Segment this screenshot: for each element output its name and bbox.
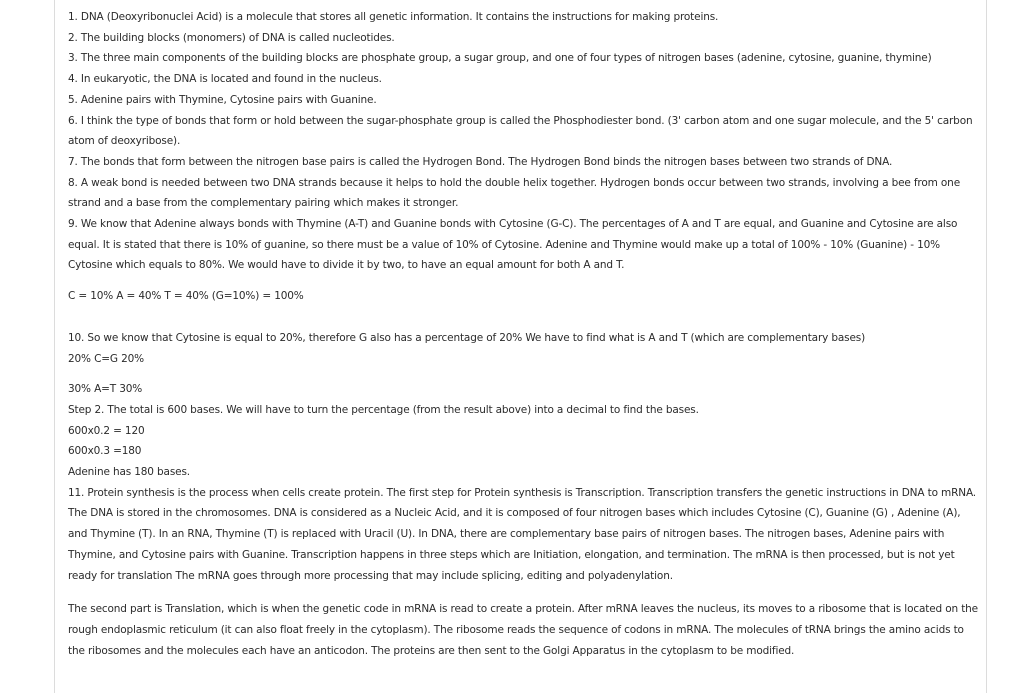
answer-1: 1. DNA (Deoxyribonuclei Acid) is a molecule that stores all genetic information. It contains the instructions for making proteins. xyxy=(68,11,719,23)
answer-10-step2: Step 2. The total is 600 bases. We will have to turn the percentage (from the result above) into a decimal to find the bases. xyxy=(68,403,699,416)
answer-11-part2: The second part is Translation, which is when the genetic code in mRNA is read to create a protein. After mRNA leaves the nucleus, its moves to a ribosome that is located on the rough endoplasmic reticulum (it can also float freely in the cytoplasm). The ribosome reads the sequence of codons in mRNA. The molecules of tRNA brings the amino acids to the ribosomes and the molecules each have an anticodon. The proteins are then sent to the Golgi Apparatus in the cytoplasm to be modified. xyxy=(68,603,978,657)
answer-10-result: Adenine has 180 bases. xyxy=(68,466,190,479)
answer-10-calc1: 600x0.2 = 120 xyxy=(68,424,145,437)
spacer xyxy=(68,276,978,286)
answer-7: 7. The bonds that form between the nitrogen base pairs is called the Hydrogen Bond. The Hydrogen Bond binds the nitrogen bases between two strands of DNA. xyxy=(68,155,893,168)
answer-8: 8. A weak bond is needed between two DNA strands because it helps to hold the double helix together. Hydrogen bonds occur between two strands, involving a bee from one strand and a base from the complementary pairing which makes it stronger. xyxy=(68,176,960,210)
answer-9: 9. We know that Adenine always bonds with Thymine (A-T) and Guanine bonds with Cytosine (G-C). The percentages of A and T are equal, and Guanine and Cytosine are also equal. It is stated that there is 10% of guanine, so there must be a value of 10% of Cytosine. Adenine and Thymine would make up a total of 100% - 10% (Guanine) - 10% Cytosine which equals to 80%. We would have to divide it by two, to have an equal amount for both A and T. xyxy=(68,218,958,272)
answer-5: 5. Adenine pairs with Thymine, Cytosine pairs with Guanine. xyxy=(68,93,377,106)
answer-2: 2. The building blocks (monomers) of DNA is called nucleotides. xyxy=(68,31,395,44)
answer-3: 3. The three main components of the building blocks are phosphate group, a sugar group, and one of four types of nitrogen bases (adenine, cytosine, guanine, thymine) xyxy=(68,52,932,65)
answer-4: 4. In eukaryotic, the DNA is located and found in the nucleus. xyxy=(68,73,382,86)
answer-content xyxy=(68,7,978,661)
spacer xyxy=(68,307,978,328)
spacer xyxy=(68,586,978,599)
answer-10-calc2: 600x0.3 =180 xyxy=(68,445,142,458)
spacer xyxy=(68,369,978,379)
answer-10-at: 30% A=T 30% xyxy=(68,383,143,396)
answer-10-cg: 20% C=G 20% xyxy=(68,352,144,365)
answer-6: 6. I think the type of bonds that form or hold between the sugar-phosphate group is called the Phosphodiester bond. (3' carbon atom and one sugar molecule, and the 5' carbon atom of deoxyribose). xyxy=(68,114,973,148)
answer-9-summary: C = 10% A = 40% T = 40% (G=10%) = 100% xyxy=(68,290,304,303)
answer-10: 10. So we know that Cytosine is equal to 20%, therefore G also has a percentage of 20% We have to find what is A and T (which are complementary bases) xyxy=(68,331,866,344)
answer-11: 11. Protein synthesis is the process when cells create protein. The first step for Protein synthesis is Transcription. Transcription transfers the genetic instructions in DNA to mRNA. The DNA is stored in the chromosomes. DNA is considered as a Nucleic Acid, and it is composed of four nitrogen bases which includes Cytosine (C), Guanine (G) , Adenine (A), and Thymine (T). In an RNA, Thymine (T) is replaced with Uracil (U). In DNA, there are complementary base pairs of nitrogen bases. The nitrogen bases, Adenine pairs with Thymine, and Cytosine pairs with Guanine. Transcription happens in three steps which are Initiation, elongation, and termination. The mRNA is then processed, but is not yet ready for translation The mRNA goes through more processing that may include splicing, editing and polyadenylation. xyxy=(68,486,976,582)
answer-document xyxy=(54,0,987,693)
